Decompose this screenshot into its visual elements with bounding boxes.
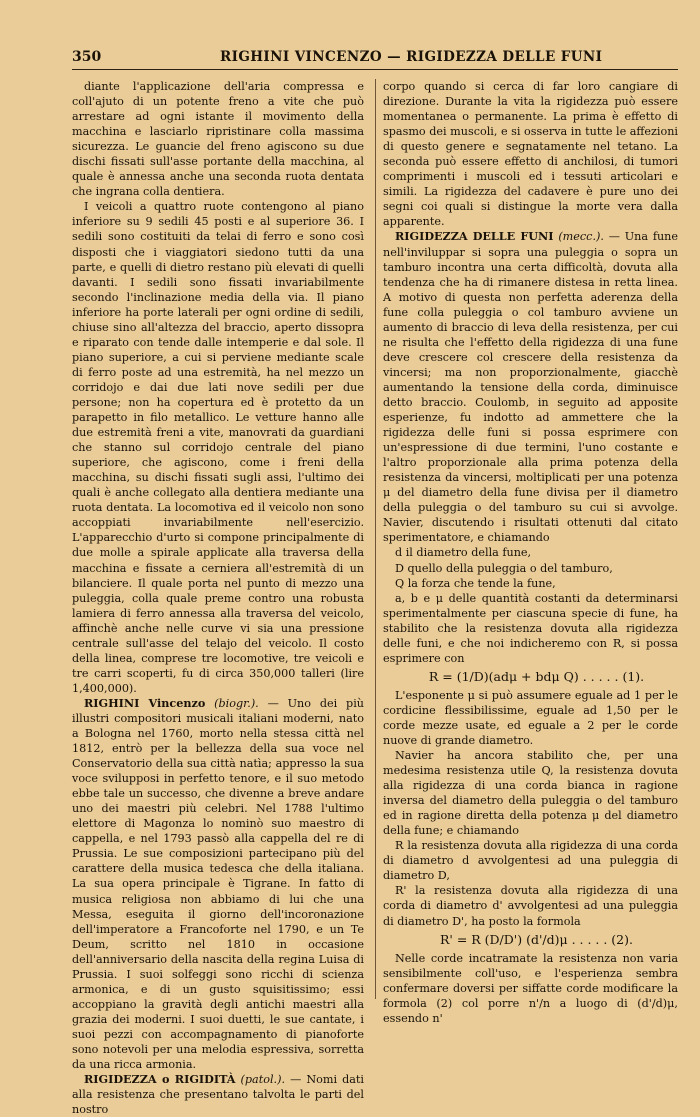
entry-headword: RIGIDEZZA o RIGIDITÀ [84,1072,236,1087]
paragraph [383,883,678,928]
paragraph-text: R' la resistenza dovuta alla rigidezza di una corda di diametro d' avvolgentesi ad una puleggia di diametro D', ha posto la formola [383,884,678,928]
entry-headword: RIGHINI Vincenzo [84,695,206,710]
running-header [72,47,678,70]
paragraph-text: — Una fune nell'inviluppar si sopra una puleggia o sopra un tamburo incontra una certa difficoltà, dovuta alla tendenza che ha di rimanere distesa in retta linea. A motivo di questa non perfetta aderenza della fune colla puleggia o col tamburo avviene un aumento di braccio di leva della resistenza, per cui ne risulta che l'effetto della rigidezza di una fune deve crescere col crescere della resistenza da vincersi; ma non proporzionalmente, giacchè aumentando la tensione della corda, diminuisce detto braccio. Coulomb, in seguito ad apposite esperienze, fu indotto ad ammettere che la rigidezza delle funi si possa esprimere con un'espressione di due termini, l'uno costante e l'altro proporzionale alla prima potenza della resistenza da vincersi, moltiplicati per una potenza μ del diametro della fune divisa per il diametro della puleggia o del tamburo su cui si avvolge. Navier, discutendo i risultati ottenuti dal citato sperimentatore, e chiamando [383,230,678,545]
paragraph-text: diante l'applicazione dell'aria compressa e coll'ajuto di un potente freno a vite che può arrestare ad ogni istante il movimento della macchina e lasciarlo ripristinare colla massima sicurezza. Le guancie del freno agiscono su due dischi fissati sull'asse portante della macchina, al quale è annessa anche una seconda ruota dentata che ingrana colla dentiera. [72,80,364,199]
paragraph-text: I veicoli a quattro ruote contengono al piano inferiore su 9 sedili 45 posti e al superiore 36. I sedili sono costituiti da telai di ferro e sono così disposti che i viaggiatori siedono tutti da una parte, e quelli di dietro restano più elevati di quelli davanti. I sedili sono fissati invariabilmente secondo l'inclinazione media della via. Il piano inferiore ha porte laterali per ogni ordine di sedili, chiuse sino all'altezza del braccio, aperto dissopra e riparato con tende dalle intemperie e dal sole. Il piano superiore, a cui si perviene mediante scale di ferro poste ad una estremità, ha nel mezzo un corridojo e dai due lati nove sedili per due persone; non ha copertura ed è protetto da un parapetto in filo metallico. Le vetture hanno alle due estremità freni a vite, manovrati da guardiani che stanno sul corridojo centrale del piano superiore, che agiscono, come i freni della macchina, su dischi fissati sugli assi, l'ultimo dei quali è anche collegato alla dentiera mediante una ruota dentata. La locomotiva ed il veicolo non sono accoppiati invariabilmente nell'esercizio. L'apparecchio d'urto si compone principalmente di due molle a spirale applicate alla traversa della macchina e fissate a cerniera all'estremità di un bilanciere. Il quale porta nel punto di mezzo una puleggia, colla quale preme contro una robusta lamiera di ferro annessa alla traversa del veicolo, affinchè anche nelle curve vi sia una pressione centrale sull'asse del telajo del veicolo. Il costo della linea, comprese tre locomotive, tre veicoli e tre carri scoperti, fu di circa 350,000 talleri (lire 1,400,000). [72,200,364,695]
paragraph [383,838,678,883]
paragraph-text: L'esponente μ si può assumere eguale ad 1 per le cordicine flessibilissime, eguale ad 1,50 per le corde mezze usate, ed eguale a 2 per le corde nuove di grande diametro. [383,688,678,747]
paragraph-text: d il diametro della fune, [395,546,532,560]
paragraph-text: Navier ha ancora stabilito che, per una medesima resistenza utile Q, la resistenza dovuta alla rigidezza di una corda bianca in ragione inversa del diametro della puleggia o del tamburo ed in ragione diretta della potenza μ del diametro della fune; e chiamando [383,749,678,838]
dictionary-entry [72,696,364,1072]
paragraph-text: D quello della puleggia o del tamburo, [395,561,613,575]
paragraph [72,199,364,696]
paragraph-text: — Uno dei più illustri compositori musicali italiani moderni, nato a Bologna nel 1760, morto nella stessa città nel 1812, entrò per la bellezza della sua voce nel Conservatorio della sua città natìa; appresso la sua voce svilupposi in perfetto tenore, e il suo metodo ebbe tale un successo, che divenne a breve andare uno dei maestri più celebri. Nel 1788 l'ultimo elettore di Magonza lo nominò suo maestro di cappella, e nel 1793 passò alla cappella del re di Prussia. Le sue composizioni partecipano più del carattere della musica tedesca che della italiana. La sua opera principale è Tigrane. In fatto di musica religiosa non abbiamo di lui che una Messa, eseguita il giorno dell'incoronazione dell'imperatore a Francoforte nel 1790, e un Te Deum, scritto nel 1810 in occasione dell'anniversario della nascita della regina Luisa di Prussia. I suoi solfeggi sono ricchi di scienza armonica, e di un gusto squisitissimo; essi accoppiano la gravità degli antichi maestri alla grazia dei moderni. I suoi duetti, le sue cantate, i suoi pezzi con accompagnamento di pianoforte sono notevoli per una melodia espressiva, sorretta da una ricca armonia. [72,696,364,1072]
paragraph-text: corpo quando si cerca di far loro cangiare di direzione. Durante la vita la rigidezza può essere momentanea o permanente. La prima è effetto di spasmo dei muscoli, e si osserva in tutte le affezioni di questo genere e segnatamente nel tetano. La seconda può essere effetto di anchilosi, di tumori comprimenti i muscoli ed i tessuti articolari e simili. La rigidezza del cadavere è pure uno dei segni coi quali si distingue la morte vera dalla apparente. [383,80,678,229]
left-column [72,79,364,1117]
paragraph [383,591,678,666]
paragraph [72,79,364,199]
entry-headword: RIGIDEZZA DELLE FUNI [395,229,554,244]
paragraph [383,748,678,838]
paragraph [383,545,678,560]
running-title: RIGHINI VINCENZO — RIGIDEZZA DELLE FUNI [220,49,603,65]
paragraph-text: Nelle corde incatramate la resistenza non varia sensibilmente coll'uso, e l'esperienza sembra confermare doversi per siffatte corde modificare la formola (2) col porre n'/n a luogo di (d'/d)μ, essendo n' [383,951,678,1025]
dictionary-entry [72,1072,364,1117]
dictionary-entry [383,229,678,545]
equation: R = (1/D)(adμ + bdμ Q) . . . . . (1). [428,668,645,684]
entry-qualifier: (mecc.). [558,230,604,244]
paragraph-text: Q la forza che tende la fune, [395,576,556,590]
paragraph-text: — Nomi dati alla resistenza che presentano talvolta le parti del nostro [72,1073,364,1117]
entry-qualifier: (patol.). [240,1073,286,1087]
paragraph [383,688,678,748]
right-column [383,79,678,1026]
equation: R' = R (D/D') (d'/d)μ . . . . . (2). [440,931,633,947]
page-number: 350 [72,49,102,65]
column-divider [375,79,376,999]
paragraph [383,561,678,576]
entry-qualifier: (biogr.). [214,696,259,710]
paragraph [383,79,678,229]
paragraph-text: a, b e μ delle quantità costanti da determinarsi sperimentalmente per ciascuna specie di fune, ha stabilito che la resistenza dovuta alla rigidezza delle funi, e che noi indicheremo con R, si possa esprimere con [383,591,678,665]
paragraph-text: R la resistenza dovuta alla rigidezza di una corda di diametro d avvolgentesi ad una puleggia di diametro D, [383,839,678,883]
paragraph [383,576,678,591]
paragraph [383,951,678,1026]
